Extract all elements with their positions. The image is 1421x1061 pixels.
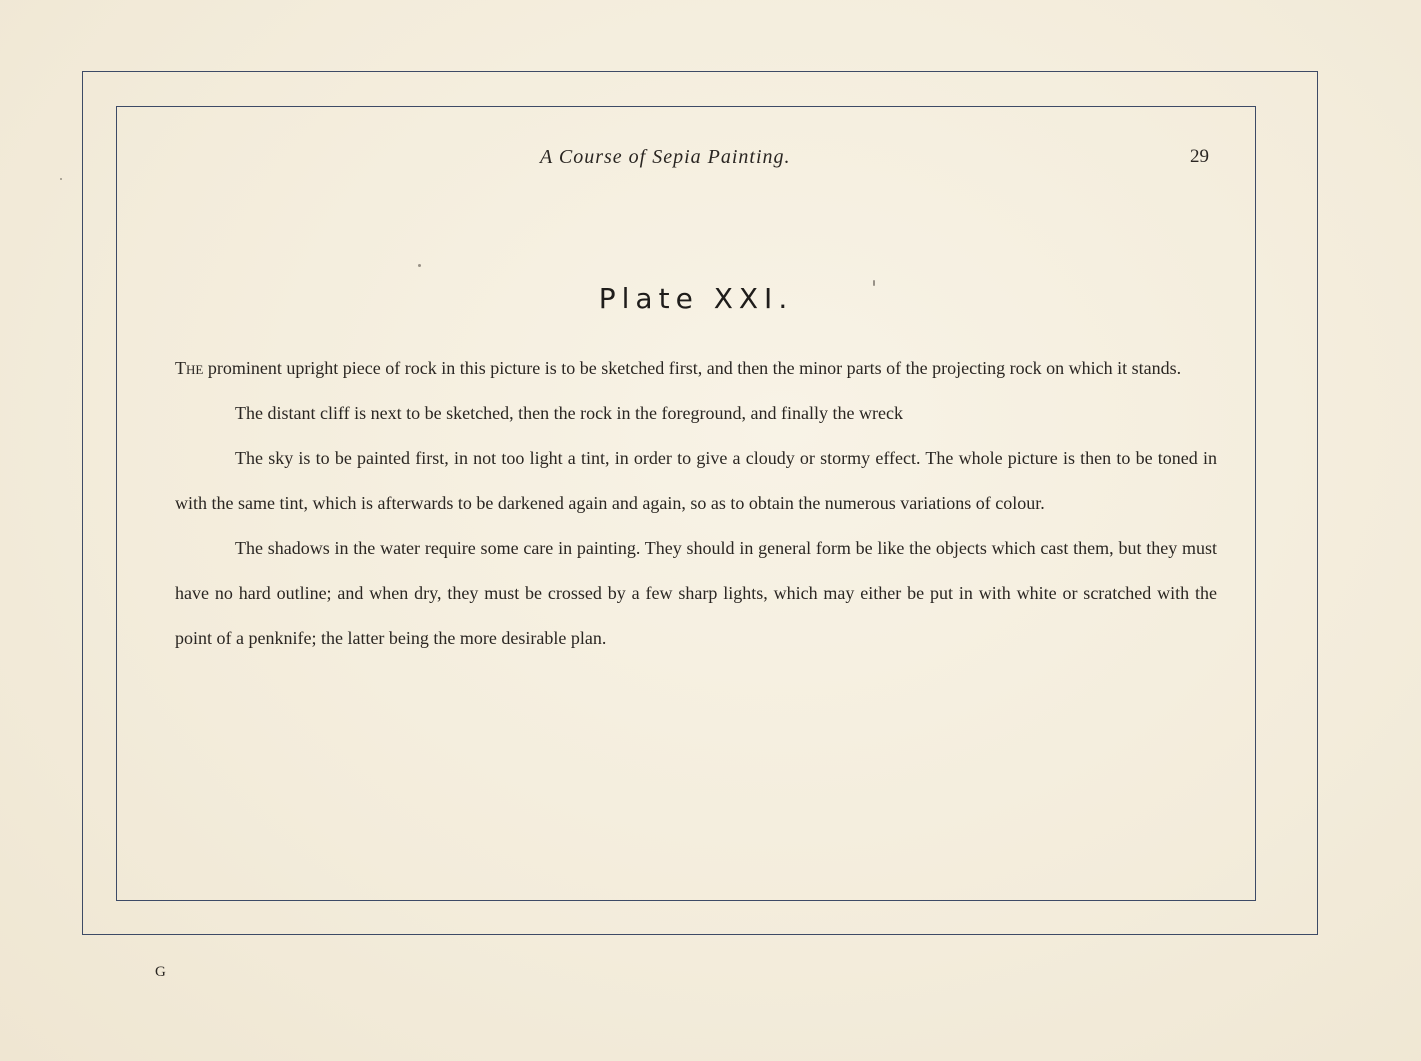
paragraph-3: The sky is to be painted first, in not too light a tint, in order to give a cloudy or stormy effect. The whole picture is then to be toned in with the same tint, which is afterwards to be darkened again and again, so as to obtain the numerous variations of colour.	[175, 448, 1217, 513]
paragraph-1	[175, 346, 1217, 391]
paper-speck	[418, 264, 421, 267]
paragraph-1-text: prominent upright piece of rock in this picture is to be sketched first, and then the minor parts of the projecting rock on which it stands.	[203, 358, 1182, 378]
paper-speck	[873, 280, 875, 286]
body-text	[175, 346, 1217, 661]
paragraph-1-lead-word: The	[175, 358, 204, 378]
plate-heading: Plate XXI.	[598, 282, 794, 315]
signature-mark: G	[155, 964, 166, 980]
paper-speck	[60, 178, 62, 180]
running-header-title: A Course of Sepia Painting.	[540, 146, 791, 168]
paragraph-4: The shadows in the water require some care in painting. They should in general form be like the objects which cast them, but they must have no hard outline; and when dry, they must be crossed by a few sharp lights, which may either be put in with white or scratched with the point of a penknife; the latter being the more desirable plan.	[175, 538, 1217, 648]
paragraph-2: The distant cliff is next to be sketched, then the rock in the foreground, and finally the wreck	[235, 403, 903, 423]
page-number: 29	[1190, 146, 1209, 167]
